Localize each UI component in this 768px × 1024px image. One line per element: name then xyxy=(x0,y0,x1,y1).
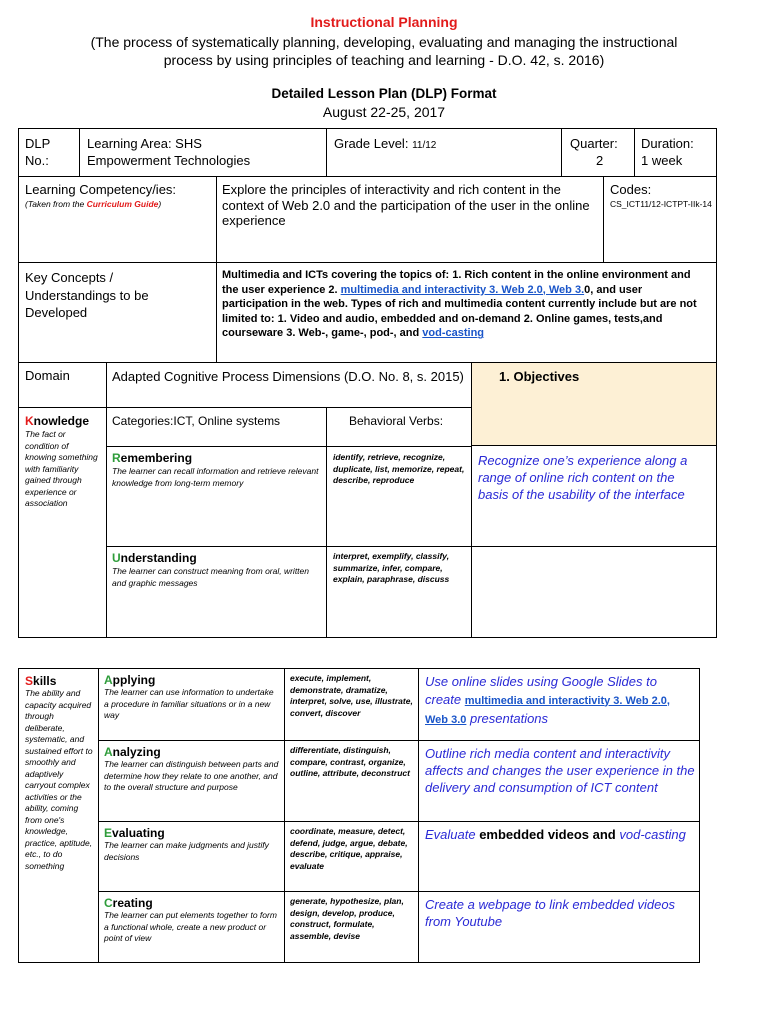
evaluating-desc: The learner can make judgments and justify decisions xyxy=(104,840,269,862)
skills-rest: kills xyxy=(33,674,57,688)
quarter-cell xyxy=(561,128,635,177)
creating-initial: C xyxy=(104,896,113,910)
analyzing-verbs-cell xyxy=(284,740,419,822)
evaluating-objective-post: vod-casting xyxy=(615,827,686,842)
understanding-verbs-cell xyxy=(326,546,472,638)
evaluating-objective xyxy=(425,826,695,843)
applying-rest: pplying xyxy=(112,673,156,687)
grade-level-label: Grade Level: xyxy=(334,136,409,151)
creating-cell xyxy=(98,891,285,963)
analyzing-label xyxy=(104,745,161,759)
remembering-desc: The learner can recall information and retrieve relevant knowledge from long-term memory xyxy=(112,466,319,488)
creating-objective-cell xyxy=(418,891,700,963)
evaluating-label xyxy=(104,826,165,840)
categories-cell xyxy=(106,407,327,447)
note-suffix: ) xyxy=(158,199,162,209)
creating-label xyxy=(104,896,153,910)
applying-objective-cell xyxy=(418,668,700,741)
table-bottom-border xyxy=(18,637,717,638)
codes-cell xyxy=(603,176,717,263)
competency-text: Explore the principles of interactivity and rich content in the context of Web 2.0 and the participation of the user in the online experience xyxy=(222,182,590,228)
dimensions-label: Adapted Cognitive Process Dimensions (D.O. No. 8, s. 2015) xyxy=(112,369,464,384)
understanding-label xyxy=(112,551,197,565)
analyzing-cell xyxy=(98,740,285,822)
creating-desc: The learner can put elements together to form a functional whole, create a new product or point of view xyxy=(104,910,277,943)
knowledge-cell xyxy=(18,407,107,637)
key-concepts-text-cell xyxy=(216,262,717,363)
remembering-cell xyxy=(106,446,327,546)
evaluating-cell xyxy=(98,821,285,892)
key-concepts-line-2: Understandings to be xyxy=(25,287,149,303)
format-title: Detailed Lesson Plan (DLP) Format xyxy=(271,86,497,101)
understanding-cell xyxy=(106,546,327,638)
dlp-label: DLP xyxy=(25,136,51,151)
knowledge-rest: nowledge xyxy=(33,414,90,428)
remembering-objective: Recognize one’s experience along a range of online rich content on the basis of the usability of the interface xyxy=(478,453,688,502)
applying-initial: A xyxy=(104,673,113,687)
applying-verbs-cell xyxy=(284,668,419,741)
skills-cell xyxy=(18,668,99,963)
curriculum-guide-link[interactable]: Curriculum Guide xyxy=(86,199,159,209)
competency-text-cell xyxy=(216,176,604,263)
remembering-rest: emembering xyxy=(120,451,193,465)
remembering-label xyxy=(112,451,192,465)
analyzing-rest: nalyzing xyxy=(112,745,161,759)
knowledge-initial: K xyxy=(25,414,34,428)
grade-level-value: 11/12 xyxy=(412,140,437,151)
quarter-label: Quarter: xyxy=(570,136,618,151)
objectives-header-cell xyxy=(471,362,717,446)
date: August 22-25, 2017 xyxy=(322,104,446,120)
dimensions-cell xyxy=(106,362,472,408)
duration-label: Duration: xyxy=(641,136,694,151)
creating-rest: reating xyxy=(112,896,153,910)
key-concepts-line-1: Key Concepts / xyxy=(25,270,114,285)
skills-label xyxy=(25,674,56,688)
subtitle-line-2: process by using principles of teaching and learning - D.O. 42, s. 2016) xyxy=(163,52,605,68)
page-title: Instructional Planning xyxy=(310,14,458,30)
analyzing-initial: A xyxy=(104,745,113,759)
note-prefix: (Taken from the xyxy=(25,199,87,209)
understanding-desc: The learner can construct meaning from oral, written and graphic messages xyxy=(112,566,310,588)
categories-label: Categories:ICT, Online systems xyxy=(112,414,281,428)
creating-objective: Create a webpage to link embedded videos from Youtube xyxy=(425,897,676,929)
competency-label: Learning Competency/ies: xyxy=(25,182,177,197)
domain-label: Domain xyxy=(25,368,70,383)
domain-cell xyxy=(18,362,107,408)
grade-level xyxy=(334,136,436,154)
applying-objective-pre: Use online slides using Google Slides to create xyxy=(425,674,657,707)
codes-label: Codes: xyxy=(610,182,652,197)
codes-value: CS_ICT11/12-ICTPT-IIk-14 xyxy=(610,199,712,209)
learning-area-cell xyxy=(79,128,327,177)
evaluating-objective-pre: Evaluate xyxy=(425,827,480,842)
creating-verbs: generate, hypothesize, plan, design, develop, produce, construct, formulate, assemble, devise xyxy=(290,896,404,941)
curriculum-note xyxy=(25,199,161,210)
applying-objective-post: presentations xyxy=(466,711,549,726)
evaluating-verbs-cell xyxy=(284,821,419,892)
skills-initial: S xyxy=(25,674,34,688)
behavioral-verbs-cell xyxy=(326,407,472,447)
key-concepts-line-3: Developed xyxy=(25,305,88,320)
remembering-verbs: identify, retrieve, recognize, duplicate, list, memorize, repeat, describe, reproduce xyxy=(333,452,465,485)
key-concepts-label-cell xyxy=(18,262,217,363)
analyzing-verbs: differentiate, distinguish, compare, contrast, organize, outline, attribute, deconstruct xyxy=(290,745,410,778)
competency-label-cell xyxy=(18,176,217,263)
key-concepts-text xyxy=(222,268,708,341)
remembering-initial: R xyxy=(112,451,121,465)
evaluating-objective-cell xyxy=(418,821,700,892)
objectives-label: 1. Objectives xyxy=(499,369,580,384)
understanding-verbs: interpret, exemplify, classify, summarize, infer, compare, explain, paraphrase, discuss xyxy=(333,551,450,584)
learning-area-value: Empowerment Technologies xyxy=(87,153,251,168)
learning-area-label: Learning Area: SHS xyxy=(87,136,202,151)
duration-cell xyxy=(634,128,717,177)
remembering-objective-cell xyxy=(471,445,717,547)
vod-casting-link[interactable]: vod-casting xyxy=(422,327,485,340)
understanding-objective-cell xyxy=(471,546,717,638)
understanding-rest: nderstanding xyxy=(120,551,197,565)
remembering-verbs-cell xyxy=(326,446,472,547)
dlp-no-label: No.: xyxy=(25,153,49,168)
behavioral-verbs-label: Behavioral Verbs: xyxy=(349,414,444,428)
evaluating-rest: valuating xyxy=(112,826,165,840)
quarter-value: 2 xyxy=(596,153,604,168)
grade-level-cell xyxy=(326,128,562,177)
applying-label xyxy=(104,673,155,687)
applying-cell xyxy=(98,668,285,741)
multimedia-link[interactable]: multimedia and interactivity 3. Web 2.0, Web 3. xyxy=(340,283,585,296)
applying-objective xyxy=(425,673,695,730)
applying-verbs: execute, implement, demonstrate, dramatize, interpret, solve, use, illustrate, convert, discover xyxy=(290,673,413,718)
evaluating-initial: E xyxy=(104,826,113,840)
evaluating-verbs: coordinate, measure, detect, defend, judge, argue, debate, describe, critique, appraise, evaluate xyxy=(290,826,408,871)
applying-multimedia-link[interactable]: multimedia and interactivity 3. Web 2.0, Web 3.0 xyxy=(425,694,670,726)
analyzing-desc: The learner can distinguish between parts and determine how they relate to one another, and to the overall structure and purpose xyxy=(104,759,279,792)
duration-value: 1 week xyxy=(641,153,683,168)
understanding-initial: U xyxy=(112,551,121,565)
analyzing-objective-cell xyxy=(418,740,700,822)
skills-desc: The ability and capacity acquired through deliberate, systematic, and sustained effort to smoothly and adaptively carryout complex activities or the ability, coming from one's knowledge, practice, aptitude, etc., to do something xyxy=(25,688,93,871)
subtitle-line-1: (The process of systematically planning, developing, evaluating and managing the instructional xyxy=(90,34,678,50)
evaluating-objective-bold: embedded videos and xyxy=(479,827,616,842)
key-concepts-text-2: 0, and user participation in the web. Types of rich and multimedia content currently include but are not limited to: 1. Video and audio, embedded and on-demand 2. Online games, tests,and courseware 3. Web-, game-, pod-, and xyxy=(222,283,697,340)
creating-verbs-cell xyxy=(284,891,419,963)
knowledge-desc: The fact or condition of knowing something with familiarity gained through experience or association xyxy=(25,429,98,508)
knowledge-label xyxy=(25,414,89,428)
applying-desc: The learner can use information to undertake a procedure in familiar situations or in a new way xyxy=(104,687,274,720)
key-concepts-text-1: Multimedia and ICTs covering the topics of: 1. Rich content in the online environment and the user experience 2. xyxy=(222,269,691,296)
key-concepts-label xyxy=(25,269,149,322)
dlp-cell xyxy=(18,128,80,177)
analyzing-objective: Outline rich media content and interactivity affects and changes the user experience in the delivery and consumption of ICT content xyxy=(425,746,695,795)
